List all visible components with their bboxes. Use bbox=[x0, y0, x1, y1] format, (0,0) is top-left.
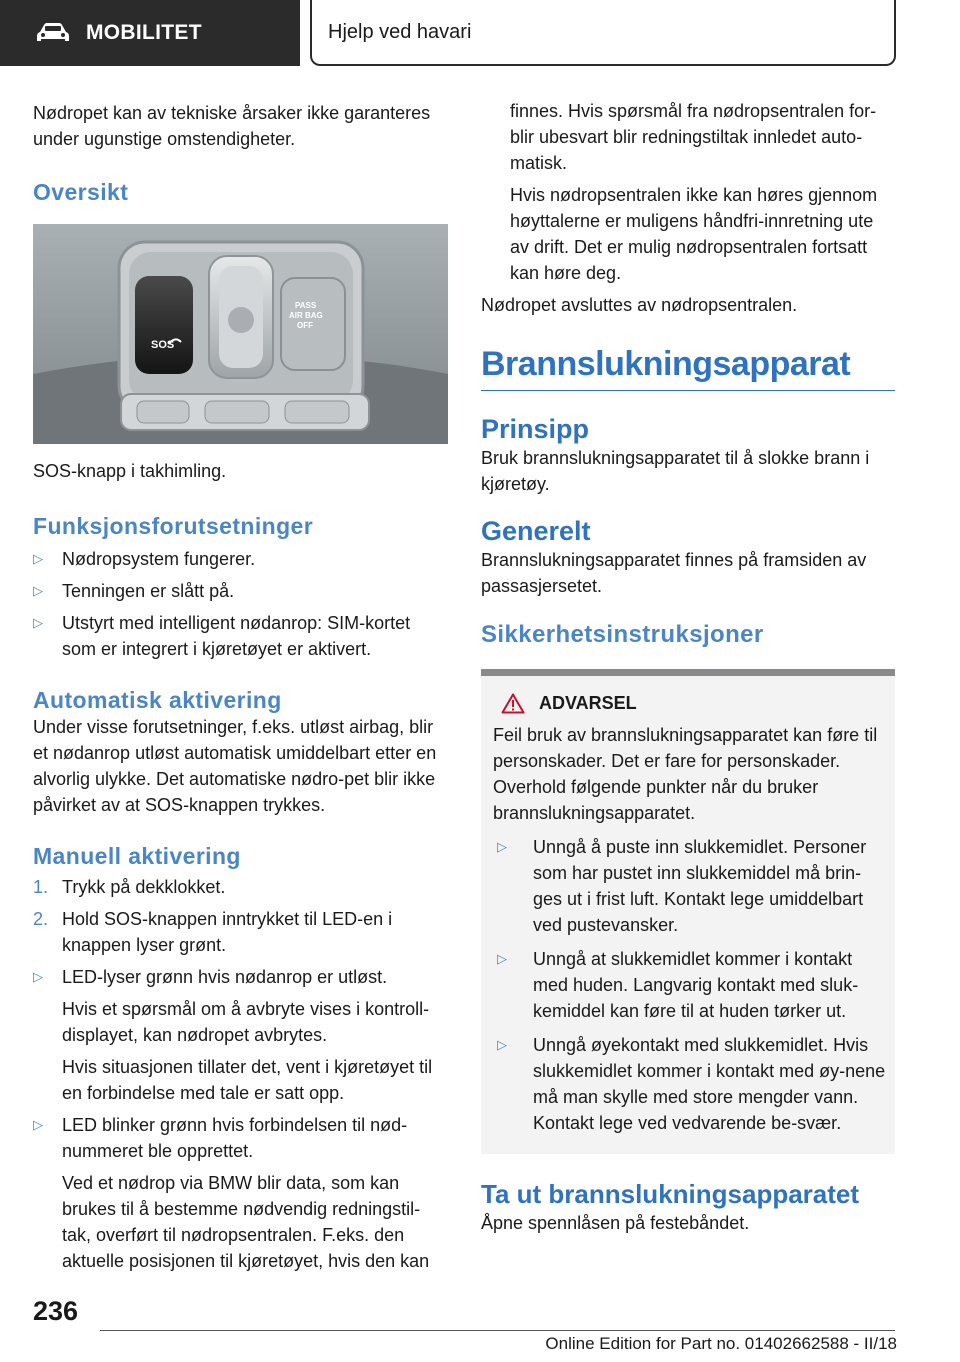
warning-title: ADVARSEL bbox=[501, 690, 887, 716]
main-heading-wrap bbox=[481, 344, 895, 391]
continued-text: Hvis nødropsentralen ikke kan høres gjennom høyttalerne er muligens håndfri-innretning ute av drift. Det er mulig nødropsentralen fortsatt kan høre deg. bbox=[510, 185, 878, 283]
heading-prinsipp: Prinsipp bbox=[481, 414, 590, 444]
step-item: 1. Trykk på dekklokket. bbox=[33, 877, 226, 897]
taut-text: Åpne spennlåsen på festebåndet. bbox=[481, 1213, 750, 1233]
heading-manuell: Manuell aktivering bbox=[33, 843, 241, 869]
intro-text: Nødropet kan av tekniske årsaker ikke garanteres under ugunstige omstendigheter. bbox=[33, 103, 431, 149]
heading-oversikt: Oversikt bbox=[33, 179, 129, 205]
right-column bbox=[481, 98, 895, 1236]
list-item: ▷ Tenningen er slått på. bbox=[33, 581, 235, 601]
prinsipp-text: Bruk brannslukningsapparatet til å slokke brann i kjøretøy. bbox=[481, 448, 870, 494]
warning-icon bbox=[501, 693, 525, 714]
generelt-text: Brannslukningsapparatet finnes på framsiden av passasjersetet. bbox=[481, 550, 867, 596]
auto-text: Under visse forutsetninger, f.eks. utløst airbag, blir et nødanrop utløst automatisk umiddelbart etter en alvorlig ulykke. Det automatiske nødro-pet blir ikke påvirket av at SOS-knappen trykkes. bbox=[33, 717, 437, 815]
pass-label: PASS bbox=[295, 301, 317, 310]
sos-label: SOS bbox=[151, 339, 175, 351]
list-item: ▷ Utstyrt med intelligent nødanrop: SIM-kortet som er integrert i kjøretøyet er aktivert. bbox=[33, 613, 411, 659]
chapter-tab bbox=[310, 0, 896, 66]
list-item: ▷ LED blinker grønn hvis forbindelsen til nød-nummeret ble opprettet. bbox=[33, 1115, 408, 1161]
warning-item: ▷ Unngå at slukkemidlet kommer i kontakt med huden. Langvarig kontakt med sluk-kemiddel kan føre til at huden tørker ut. bbox=[497, 949, 859, 1021]
list-item: ▷ Nødropsystem fungerer. bbox=[33, 549, 256, 569]
warning-text: Feil bruk av brannslukningsapparatet kan føre til personskader. Det er fare for personskader. Overhold følgende punkter når du bruker brannslukningsapparatet. bbox=[493, 725, 878, 823]
warning-item: ▷ Unngå øyekontakt med slukkemidlet. Hvis slukkemidlet kommer i kontakt med øy-nene må man skylle med store mengder vann. Kontakt lege ved vedvarende be-svær. bbox=[497, 1035, 886, 1133]
car-icon bbox=[36, 22, 70, 44]
heading-funksjon: Funksjonsforutsetninger bbox=[33, 513, 314, 539]
list-subtext: Ved et nødrop via BMW blir data, som kan brukes til å bestemme nødvendig redningstil-tak, overført til nødropsentralen. F.eks. den aktuelle posisjonen til kjøretøyet, hvis den kan bbox=[62, 1173, 430, 1271]
airbag-label: AIR BAG bbox=[289, 311, 323, 320]
section-tab bbox=[0, 0, 300, 66]
footer-edition: Online Edition for Part no. 01402662588 - II/18 bbox=[545, 1334, 897, 1353]
heading-generelt: Generelt bbox=[481, 516, 591, 546]
footer-divider bbox=[100, 1330, 895, 1331]
photo-caption: SOS-knapp i takhimling. bbox=[33, 461, 227, 481]
sos-button-photo bbox=[33, 224, 448, 444]
heading-sikkerhet: Sikkerhetsinstruksjoner bbox=[481, 621, 764, 648]
page-header bbox=[0, 0, 960, 66]
off-label: OFF bbox=[297, 321, 313, 330]
main-heading: Brannslukningsapparat bbox=[481, 345, 851, 383]
list-item: ▷ LED-lyser grønn hvis nødanrop er utløst. bbox=[33, 967, 388, 987]
page-number: 236 bbox=[33, 1296, 79, 1326]
section-title: MOBILITET bbox=[86, 21, 202, 44]
continued-text: finnes. Hvis spørsmål fra nødropsentralen for-blir ubesvart blir redningstiltak innledet auto-matisk. bbox=[510, 101, 877, 173]
heading-auto: Automatisk aktivering bbox=[33, 687, 282, 713]
heading-taut: Ta ut brannslukningsapparatet bbox=[481, 1179, 860, 1209]
list-subtext: Hvis situasjonen tillater det, vent i kjøretøyet til en forbindelse med tale er satt opp. bbox=[62, 1057, 433, 1103]
step-item: 2. Hold SOS-knappen inntrykket til LED-en i knappen lyser grønt. bbox=[33, 909, 393, 955]
chapter-title: Hjelp ved havari bbox=[328, 20, 472, 43]
list-subtext: Hvis et spørsmål om å avbryte vises i kontroll-displayet, kan nødropet avbrytes. bbox=[62, 999, 430, 1045]
warning-item: ▷ Unngå å puste inn slukkemidlet. Personer som har pustet inn slukkemiddel må brin-ges ut i frist luft. Kontakt lege umiddelbart ved pustevansker. bbox=[497, 837, 867, 935]
left-column bbox=[33, 100, 448, 1274]
warning-box bbox=[481, 669, 895, 1154]
end-text: Nødropet avsluttes av nødropsentralen. bbox=[481, 295, 798, 315]
